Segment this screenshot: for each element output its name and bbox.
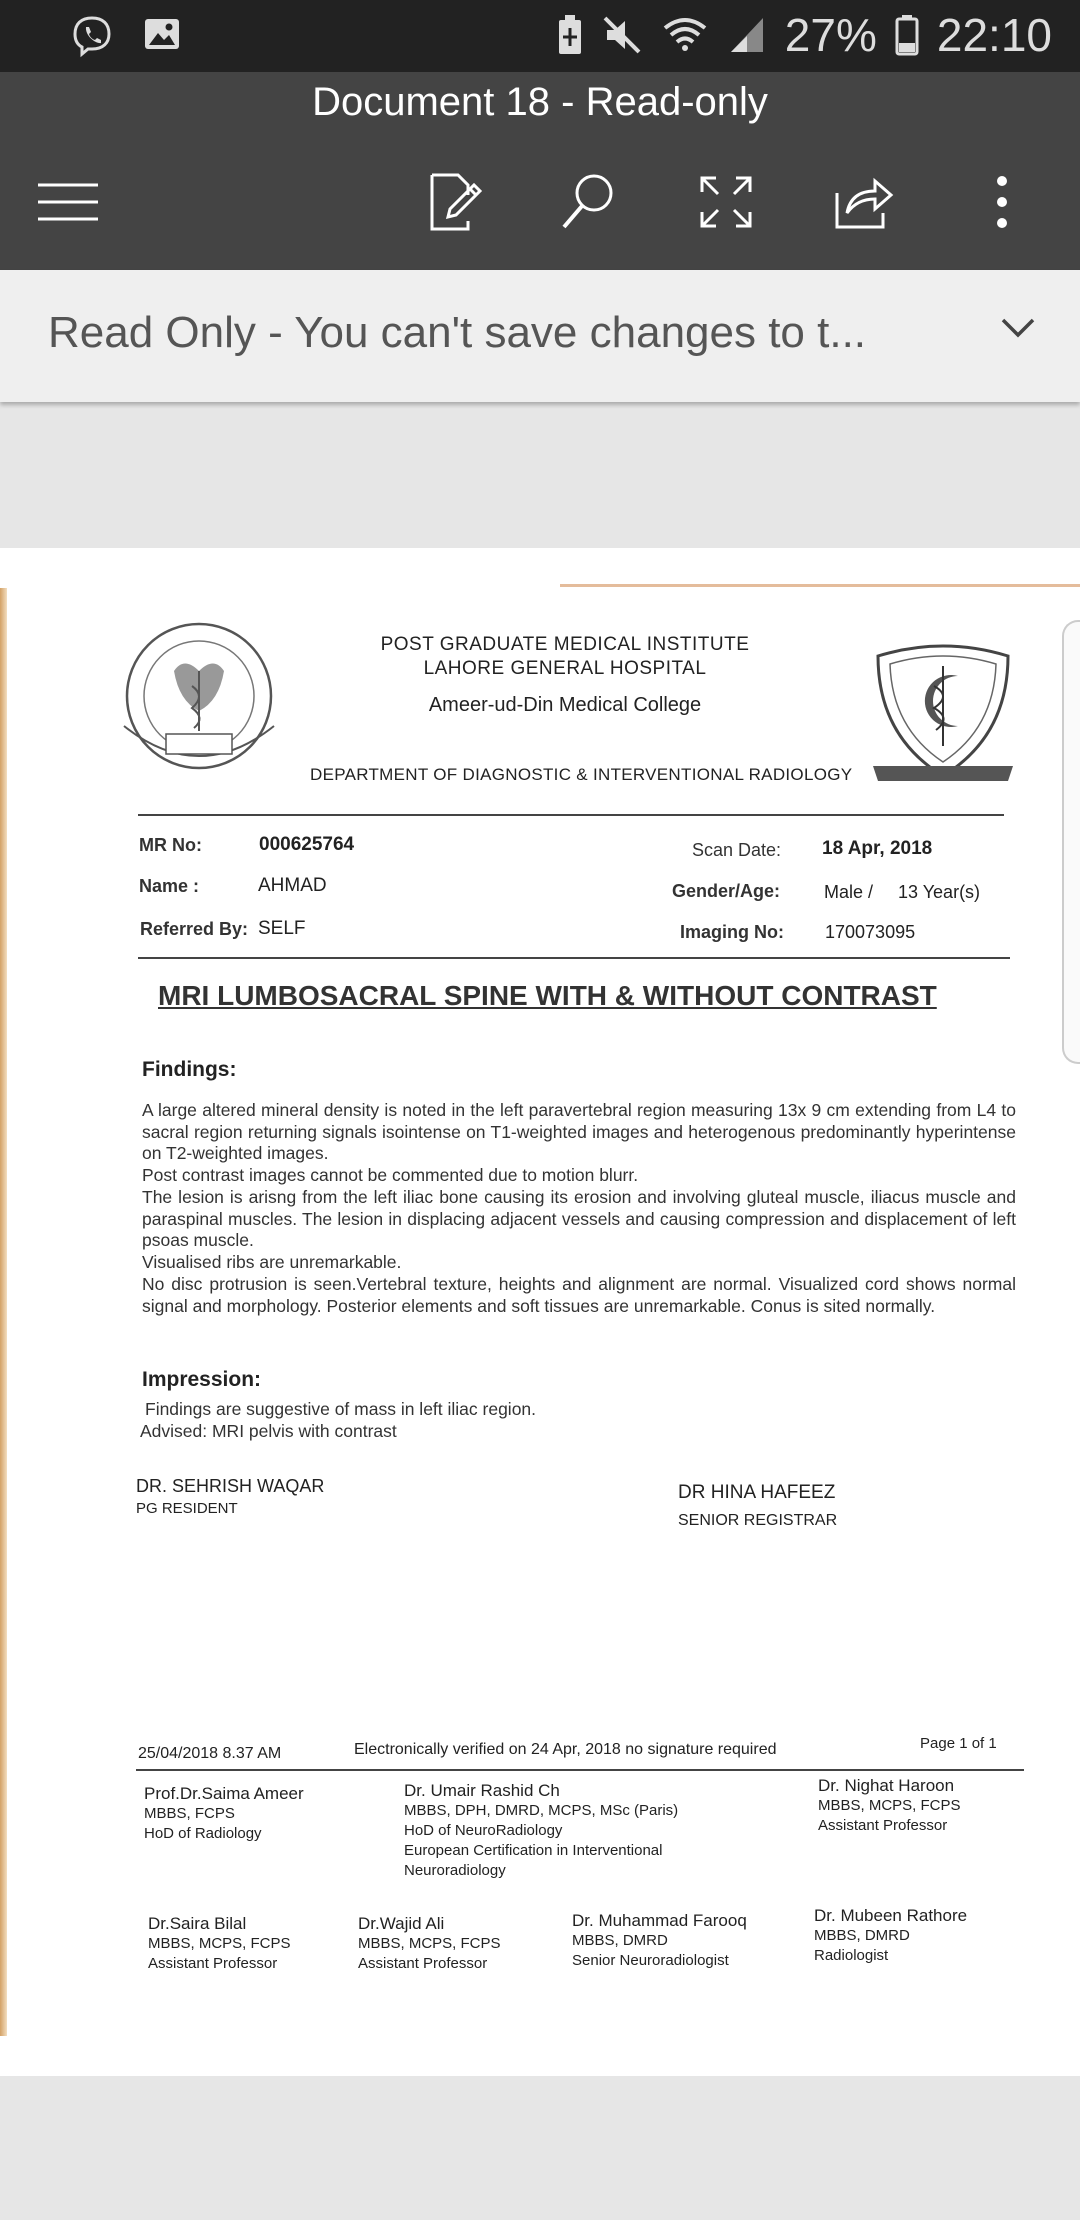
doctor-card — [818, 1776, 961, 1836]
college-crest-logo — [868, 636, 1018, 794]
doctor-card — [148, 1914, 291, 1974]
name-value: AHMAD — [258, 875, 327, 896]
doctor-detail: MBBS, DPH, DMRD, MCPS, MSc (Paris) — [404, 1802, 679, 1819]
advised-text: Advised: MRI pelvis with contrast — [140, 1421, 397, 1441]
edit-button[interactable] — [414, 162, 494, 242]
mute-icon — [601, 14, 643, 56]
doctor-detail: European Certification in Interventional — [404, 1842, 663, 1859]
search-button[interactable] — [548, 162, 628, 242]
battery-icon — [895, 14, 919, 56]
doctor-detail: MBBS, MCPS, FCPS — [818, 1797, 961, 1814]
doctor-name: Dr. Mubeen Rathore — [814, 1906, 968, 1925]
document-page — [0, 548, 1080, 2076]
age-value: 13 Year(s) — [898, 882, 981, 902]
findings-heading: Findings: — [142, 1058, 237, 1081]
menu-icon — [36, 182, 100, 222]
doctor-detail: MBBS, MCPS, FCPS — [148, 1935, 291, 1952]
doctor-detail: Assistant Professor — [148, 1955, 278, 1972]
read-only-banner[interactable] — [0, 270, 1080, 402]
doctor-card — [144, 1784, 304, 1844]
doctor-detail: Assistant Professor — [358, 1955, 488, 1972]
doctor-name: Dr. Umair Rashid Ch — [404, 1781, 560, 1800]
signatory-right-name: DR HINA HAFEEZ — [678, 1482, 836, 1503]
doctor-detail: MBBS, FCPS — [144, 1805, 235, 1822]
name-label: Name : — [139, 876, 200, 896]
divider — [136, 1769, 1024, 1771]
doctor-card — [404, 1781, 678, 1881]
chevron-down-icon[interactable] — [1000, 316, 1036, 340]
impression-text: Findings are suggestive of mass in left iliac region. — [145, 1399, 537, 1419]
findings-paragraph: Post contrast images cannot be commented due to motion blurr. — [142, 1165, 639, 1185]
doctor-detail: Senior Neuroradiologist — [572, 1952, 729, 1969]
menu-button[interactable] — [28, 162, 108, 242]
share-button[interactable] — [824, 162, 904, 242]
app-bar — [0, 72, 1080, 270]
signatory-left-name: DR. SEHRISH WAQAR — [136, 1476, 325, 1496]
divider — [138, 957, 1010, 959]
battery-percent: 27% — [784, 9, 877, 61]
scroll-handle[interactable] — [1062, 620, 1080, 1064]
doctor-name: Dr.Saira Bilal — [148, 1914, 247, 1933]
mr-label: MR No: — [139, 835, 202, 855]
wifi-icon — [661, 14, 709, 56]
doctor-name: Dr.Wajid Ali — [358, 1914, 445, 1933]
viber-icon — [70, 14, 114, 58]
doctor-name: Prof.Dr.Saima Ameer — [144, 1784, 304, 1803]
scan-date-label: Scan Date: — [692, 840, 782, 860]
doctor-card — [814, 1906, 967, 1966]
doctor-detail: MBBS, DMRD — [814, 1927, 910, 1944]
doctor-name: Dr. Nighat Haroon — [818, 1776, 955, 1795]
doctor-card — [358, 1914, 501, 1974]
doctor-card — [572, 1911, 747, 1971]
college-name: Ameer-ud-Din Medical College — [428, 694, 702, 716]
gender-value: Male / — [824, 882, 874, 902]
search-icon — [558, 171, 618, 233]
doctor-detail: MBBS, DMRD — [572, 1932, 668, 1949]
findings-paragraph: Visualised ribs are unremarkable. — [142, 1252, 402, 1272]
doctor-detail: Radiologist — [814, 1947, 889, 1964]
findings-paragraph: A large altered mineral density is noted in the left paravertebral region measuring 13x 9 cm extending from L4 to sacral region returning signals isointense on T1-weighted images and heterogenous predominantly hyperintense on T2-weighted images. — [142, 1100, 1016, 1163]
doctor-detail: Assistant Professor — [818, 1817, 948, 1834]
gender-age-label: Gender/Age: — [672, 881, 781, 901]
verification-note: Electronically verified on 24 Apr, 2018 no signature required — [354, 1741, 777, 1758]
doctor-detail: Neuroradiology — [404, 1862, 506, 1879]
print-timestamp: 25/04/2018 8.37 AM — [138, 1745, 282, 1762]
toolbar — [0, 162, 1080, 242]
page-number: Page 1 of 1 — [920, 1735, 997, 1752]
findings-paragraph: No disc protrusion is seen.Vertebral texture, heights and alignment are normal. Visualized cord shows normal signal and morphology. Posterior elements and soft tissues are unremarkable. Conus is sited normally. — [142, 1274, 1016, 1316]
referred-label: Referred By: — [140, 919, 249, 939]
department-name: DEPARTMENT OF DIAGNOSTIC & INTERVENTIONAL RADIOLOGY — [310, 765, 853, 784]
doctor-detail: MBBS, MCPS, FCPS — [358, 1935, 501, 1952]
signal-icon — [727, 14, 767, 56]
hospital-name: LAHORE GENERAL HOSPITAL — [423, 658, 707, 679]
read-only-message: Read Only - You can't save changes to t... — [48, 308, 867, 357]
document-title: Document 18 - Read-only — [312, 80, 768, 124]
status-bar — [0, 0, 1080, 72]
mr-value: 000625764 — [259, 834, 355, 855]
more-icon — [994, 174, 1010, 230]
institute-seal-logo — [104, 616, 294, 791]
share-icon — [833, 173, 895, 231]
gallery-icon — [142, 14, 182, 54]
signatory-left-role: PG RESIDENT — [136, 1500, 238, 1517]
fullscreen-icon — [698, 174, 754, 230]
imaging-label: Imaging No: — [680, 922, 784, 942]
divider — [138, 814, 1004, 816]
doctor-name: Dr. Muhammad Farooq — [572, 1911, 747, 1930]
impression-heading: Impression: — [142, 1368, 262, 1391]
scan-date-value: 18 Apr, 2018 — [822, 838, 933, 859]
findings-paragraph: The lesion is arisng from the left iliac bone causing its erosion and involving gluteal muscle, iliacus muscle and paraspinal muscles. The lesion in displacing adjacent vessels and causing compression and displacement of left psoas muscle. — [142, 1187, 1016, 1250]
institute-name: POST GRADUATE MEDICAL INSTITUTE — [380, 634, 750, 655]
fullscreen-button[interactable] — [686, 162, 766, 242]
more-options-button[interactable] — [962, 162, 1042, 242]
doctor-detail: HoD of NeuroRadiology — [404, 1822, 563, 1839]
clock: 22:10 — [936, 9, 1052, 61]
page-edge — [560, 584, 1080, 587]
edit-icon — [424, 171, 484, 233]
referred-value: SELF — [258, 918, 306, 939]
report-title: MRI LUMBOSACRAL SPINE WITH & WITHOUT CONTRAST — [158, 980, 937, 1011]
doctor-detail: HoD of Radiology — [144, 1825, 262, 1842]
signatory-right-role: SENIOR REGISTRAR — [678, 1512, 838, 1529]
page-edge-shadow — [0, 588, 7, 2036]
battery-saver-icon — [557, 14, 583, 56]
imaging-value: 170073095 — [825, 922, 916, 942]
